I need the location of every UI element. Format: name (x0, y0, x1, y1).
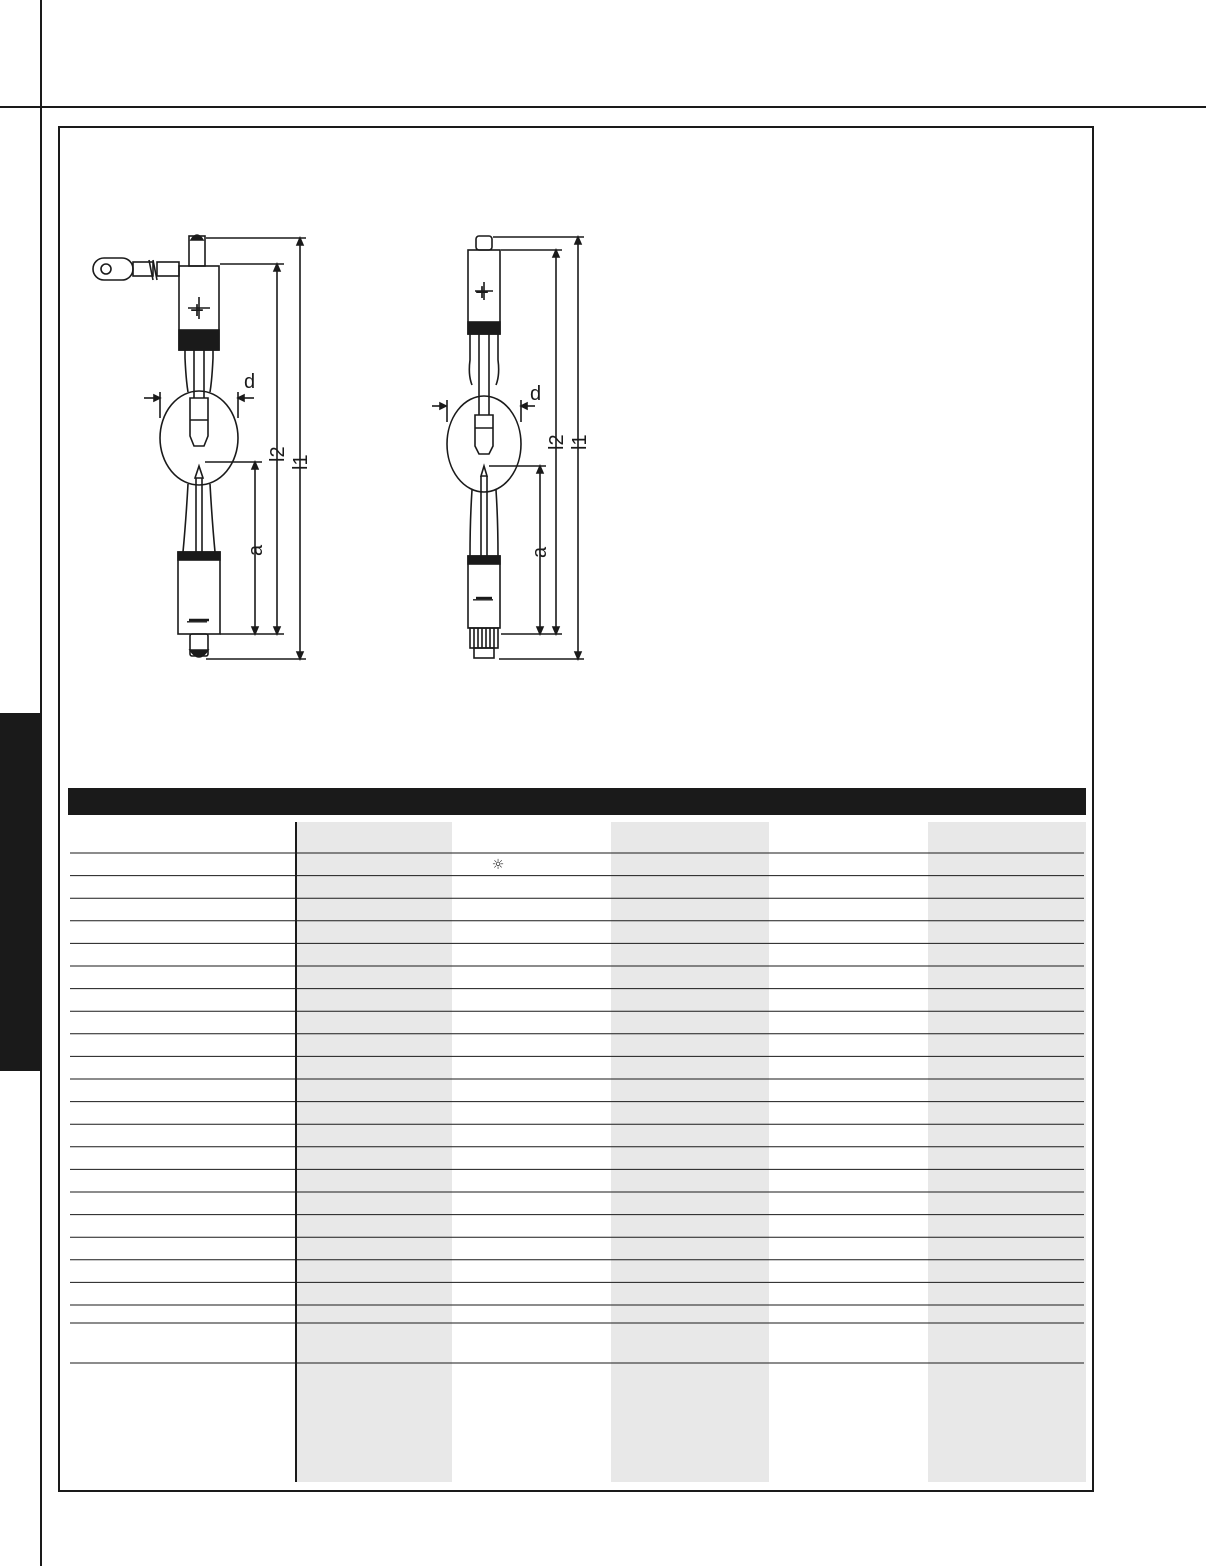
left-dim-a-label: a (245, 544, 267, 556)
left-dim-l1-label: l1 (290, 454, 312, 470)
left-cathode-minus: — (187, 610, 207, 632)
left-dim-l2-label: l2 (267, 446, 289, 462)
right-dim-l1-label: l1 (569, 434, 591, 450)
left-anode-plus: + (190, 297, 205, 324)
right-anode-plus: + (475, 279, 490, 306)
right-dim-l2-label: l2 (546, 434, 568, 450)
right-dim-d-label: d (530, 383, 542, 405)
right-dim-a-label: a (529, 546, 551, 558)
sun-marker-icon: ☼ (491, 857, 505, 873)
left-dim-d-label: d (244, 371, 256, 393)
right-cathode-minus: — (473, 588, 493, 610)
